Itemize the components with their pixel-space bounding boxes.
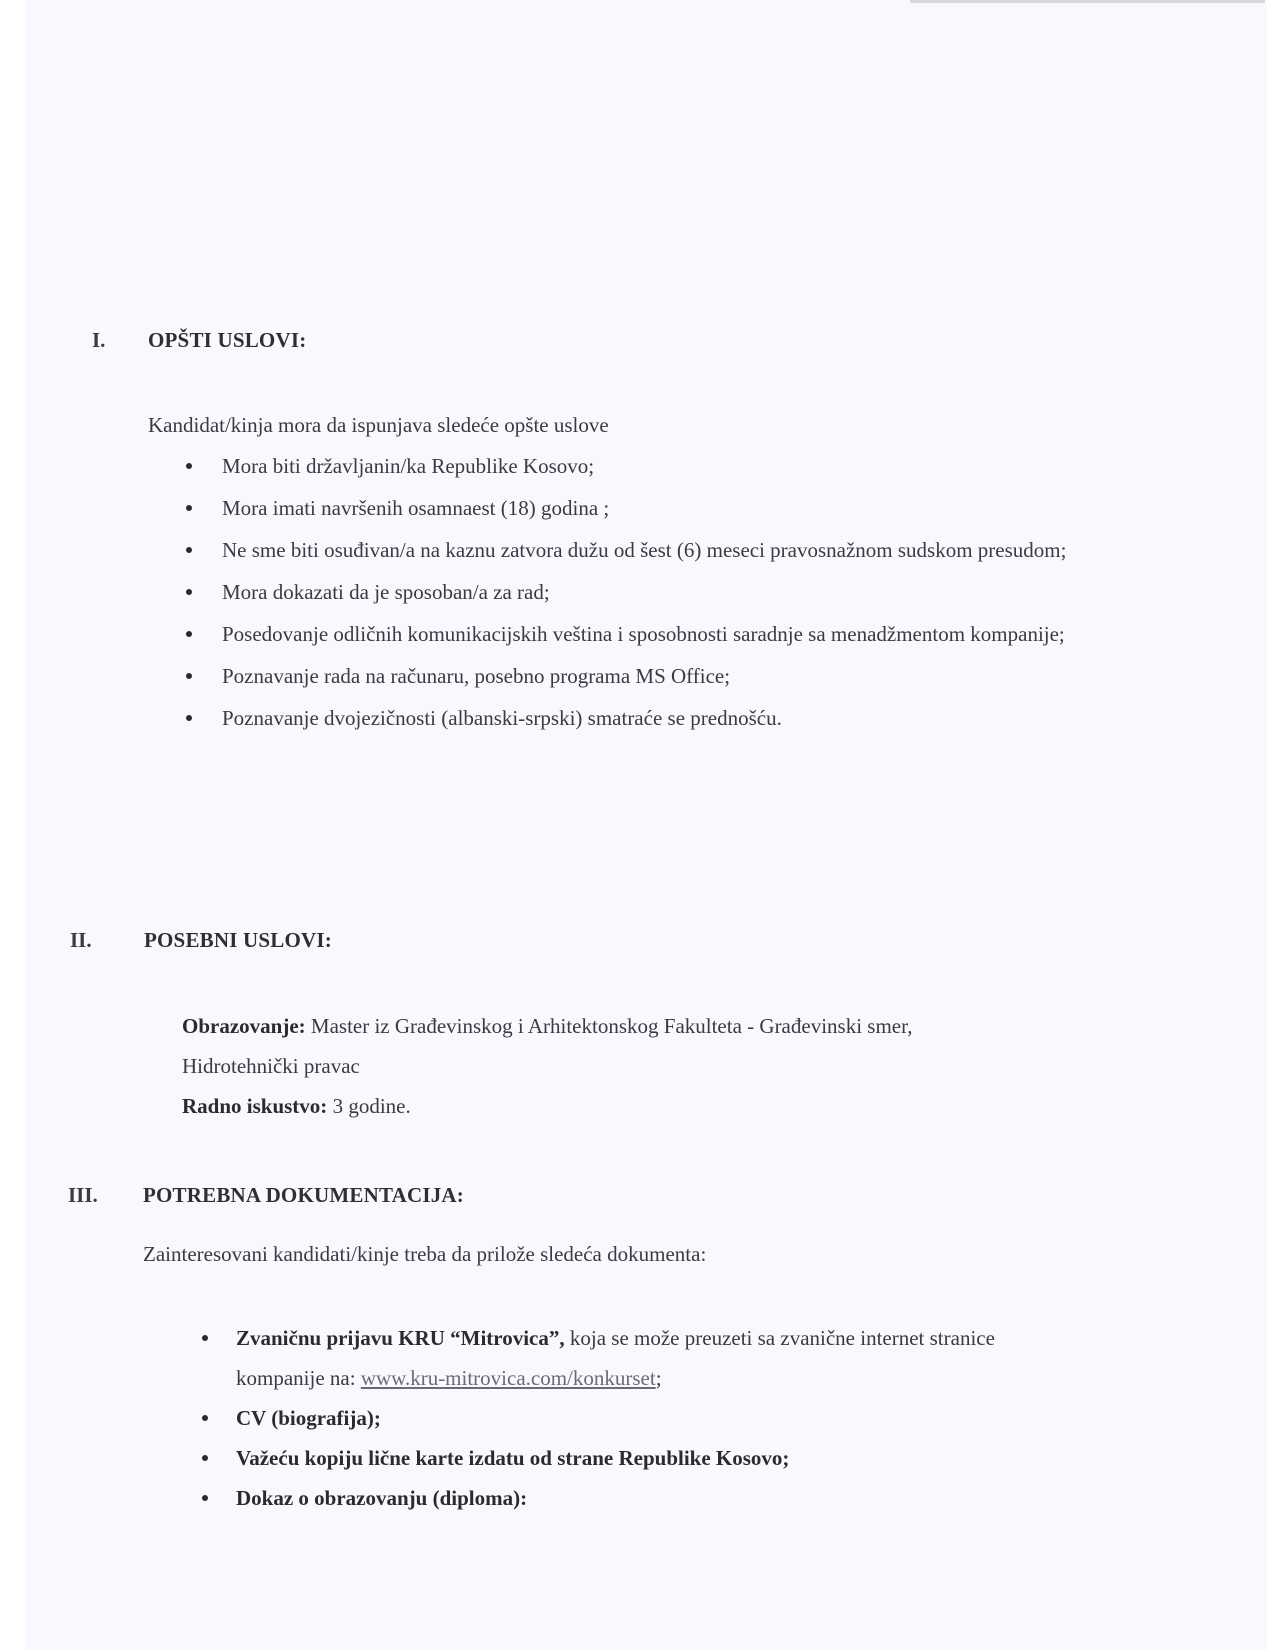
list-item-text: Dokaz o obrazovanju (diploma): [236, 1486, 528, 1510]
bullet-icon [186, 631, 192, 637]
section-1-number: I. [92, 328, 106, 352]
section-3-number: III. [68, 1183, 98, 1207]
list-item-text: Poznavanje rada na računaru, posebno programa MS Office; [222, 664, 731, 688]
education-label: Obrazovanje: [182, 1014, 306, 1038]
list-item [186, 614, 1142, 654]
section-1-intro: Kandidat/kinja mora da ispunjava sledeće opšte uslove [148, 413, 609, 437]
official-application-label: Zvaničnu prijavu KRU “Mitrovica”, [236, 1326, 565, 1350]
scan-top-mark [910, 0, 1265, 3]
section-3-title: POTREBNA DOKUMENTACIJA: [143, 1183, 464, 1207]
list-item [202, 1478, 1152, 1518]
list-item-text: Mora biti državljanin/ka Republike Kosovo; [222, 454, 595, 478]
list-item [202, 1398, 1152, 1438]
bullet-icon [202, 1495, 208, 1501]
list-item-text: Mora imati navršenih osamnaest (18) godina ; [222, 496, 610, 520]
experience-label: Radno iskustvo: [182, 1094, 328, 1118]
documents-list [202, 1318, 1152, 1518]
bullet-icon [202, 1415, 208, 1421]
list-item-text: Poznavanje dvojezičnosti (albanski-srpski) smatraće se prednošću. [222, 706, 782, 730]
bullet-icon [186, 505, 192, 511]
bullet-icon [186, 547, 192, 553]
general-conditions-list [186, 446, 1136, 740]
education-line [182, 1006, 913, 1046]
bullet-icon [186, 463, 192, 469]
education-line-2: Hidrotehnički pravac [182, 1054, 360, 1078]
list-item-text: Posedovanje odličnih komunikacijskih veština i sposobnosti saradnje sa menadžmentom kompanije; [222, 622, 1065, 646]
official-application-text-2: kompanije na: [236, 1366, 356, 1390]
list-item [186, 446, 1136, 486]
section-1-title: OPŠTI USLOVI: [148, 328, 307, 352]
list-item [186, 488, 1136, 528]
section-3-intro: Zainteresovani kandidati/kinje treba da prilože sledeća dokumenta: [143, 1242, 707, 1266]
list-item [186, 572, 1136, 612]
bullet-icon [186, 589, 192, 595]
list-item-text: CV (biografija); [236, 1406, 381, 1430]
bullet-icon [202, 1335, 208, 1341]
list-item-text: Ne sme biti osuđivan/a na kaznu zatvora dužu od šest (6) meseci pravosnažnom sudskom presudom; [222, 538, 1067, 562]
list-item [186, 530, 1092, 570]
list-item [202, 1318, 1156, 1398]
experience-value: 3 godine. [332, 1094, 411, 1118]
experience-line [182, 1086, 411, 1126]
link-trailing-punctuation: ; [655, 1366, 662, 1390]
education-value: Master iz Građevinskog i Arhitektonskog Fakulteta - Građevinski smer, [310, 1014, 913, 1038]
competition-link[interactable]: www.kru-mitrovica.com/konkurset [360, 1366, 656, 1390]
list-item-text: Mora dokazati da je sposoban/a za rad; [222, 580, 550, 604]
bullet-icon [186, 673, 192, 679]
section-2-title: POSEBNI USLOVI: [144, 928, 332, 952]
section-2-number: II. [70, 928, 92, 952]
scan-left-margin [0, 0, 26, 1650]
bullet-icon [202, 1455, 208, 1461]
list-item [186, 656, 1136, 696]
official-application-text: koja se može preuzeti sa zvanične internet stranice [569, 1326, 995, 1350]
scan-right-margin [1267, 0, 1275, 1650]
list-item [186, 698, 1136, 738]
list-item [202, 1438, 1152, 1478]
bullet-icon [186, 715, 192, 721]
list-item-text: Važeću kopiju lične karte izdatu od strane Republike Kosovo; [236, 1446, 790, 1470]
